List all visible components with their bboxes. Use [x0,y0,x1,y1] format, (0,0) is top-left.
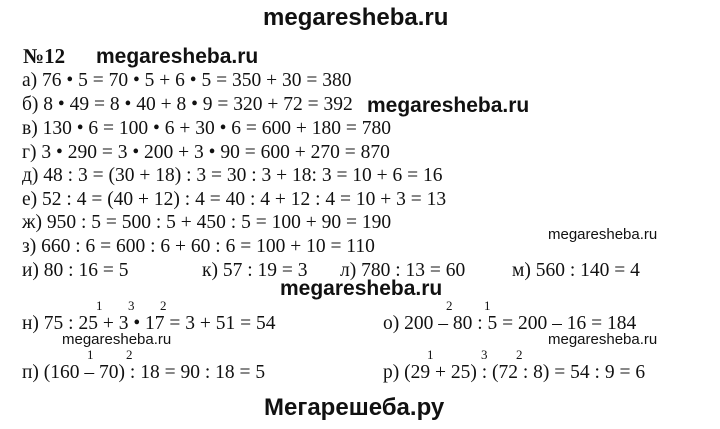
watermark-left-small: megaresheba.ru [62,331,172,348]
expr-o: о) 200 – 80 : 5 = 200 – 16 = 184 [383,313,637,334]
watermark-middle: megaresheba.ru [280,277,443,300]
order-mark: 3 [481,347,488,362]
watermark-top: megaresheba.ru [263,4,449,31]
expr-m: м) 560 : 140 = 4 [512,260,640,281]
order-mark: 2 [446,298,453,313]
line-e: е) 52 : 4 = (40 + 12) : 4 = 40 : 4 + 12 : 4 = 10 + 3 = 13 [22,189,447,210]
line-z: з) 660 : 6 = 600 : 6 + 60 : 6 = 100 + 10 = 110 [22,236,375,257]
task-number: №12 [23,44,66,68]
order-mark: 1 [427,347,434,362]
watermark-after-title: megaresheba.ru [96,45,259,68]
line-a: а) 76 • 5 = 70 • 5 + 6 • 5 = 350 + 30 = 380 [22,70,352,91]
expr-r: р) (29 + 25) : (72 : 8) = 54 : 9 = 6 [383,362,646,383]
watermark-right-small: megaresheba.ru [548,226,658,243]
line-g: г) 3 • 290 = 3 • 200 + 3 • 90 = 600 + 270 = 870 [22,142,390,163]
order-mark: 3 [128,298,135,313]
line-zh: ж) 950 : 5 = 500 : 5 + 450 : 5 = 100 + 90 = 190 [22,212,392,233]
expr-k: к) 57 : 19 = 3 [202,260,308,281]
expr-l: л) 780 : 13 = 60 [340,260,466,281]
order-mark: 1 [87,347,94,362]
line-d: д) 48 : 3 = (30 + 18) : 3 = 30 : 3 + 18: 3 = 10 + 6 = 16 [22,165,443,186]
watermark-line-b: megaresheba.ru [367,94,530,117]
order-mark: 1 [484,298,491,313]
order-mark: 2 [126,347,133,362]
order-mark: 1 [96,298,103,313]
order-mark: 2 [160,298,167,313]
order-mark: 2 [516,347,523,362]
expr-n: н) 75 : 25 + 3 • 17 = 3 + 51 = 54 [22,313,276,334]
line-b: б) 8 • 49 = 8 • 40 + 8 • 9 = 320 + 72 = 392 [22,94,353,115]
watermark-right-small-2: megaresheba.ru [548,331,658,348]
line-v: в) 130 • 6 = 100 • 6 + 30 • 6 = 600 + 180 = 780 [22,118,392,139]
expr-i: и) 80 : 16 = 5 [22,260,129,281]
expr-p: п) (160 – 70) : 18 = 90 : 18 = 5 [22,362,266,383]
watermark-bottom: Мегарешеба.ру [264,394,445,421]
